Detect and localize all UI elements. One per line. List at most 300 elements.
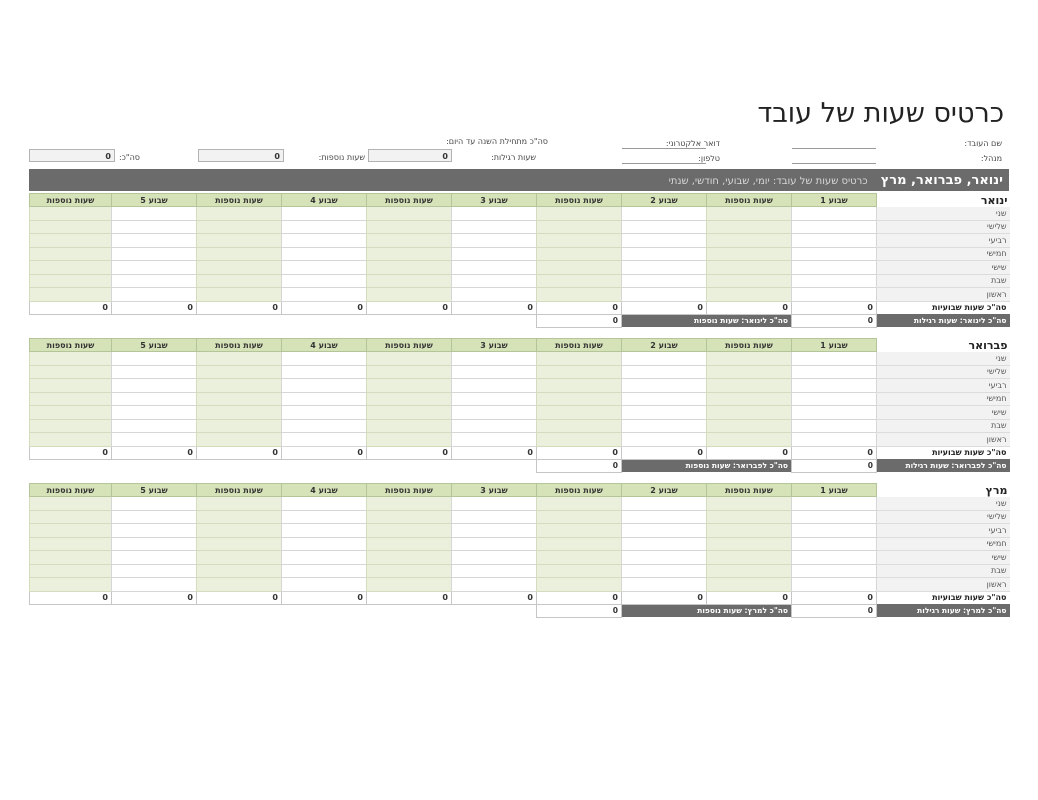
overtime-hours-cell[interactable] (197, 433, 282, 447)
overtime-hours-cell[interactable] (30, 247, 112, 261)
phone-field[interactable] (622, 163, 706, 164)
weekly-total-value: 0 (282, 591, 367, 604)
regular-hours-cell[interactable] (792, 578, 877, 592)
overtime-hours-cell[interactable] (367, 207, 452, 221)
overtime-hours-cell[interactable] (197, 207, 282, 221)
day-row (30, 433, 1010, 447)
overtime-hours-cell[interactable] (707, 564, 792, 578)
regular-hours-cell[interactable] (112, 379, 197, 393)
overtime-hours-cell[interactable] (197, 510, 282, 524)
overtime-hours-cell[interactable] (367, 433, 452, 447)
overtime-hours-cell[interactable] (537, 365, 622, 379)
overtime-hours-cell[interactable] (367, 406, 452, 420)
overtime-hours-cell[interactable] (197, 497, 282, 511)
regular-hours-cell[interactable] (792, 288, 877, 302)
weekly-total-value: 0 (367, 591, 452, 604)
regular-hours-cell[interactable] (792, 551, 877, 565)
overtime-hours-cell[interactable] (707, 406, 792, 420)
overtime-hours-cell[interactable] (707, 551, 792, 565)
page-title: כרטיס שעות של עובד (757, 98, 1004, 129)
regular-hours-cell[interactable] (452, 433, 537, 447)
regular-hours-cell[interactable] (112, 207, 197, 221)
overtime-header: שעות נוספות (197, 484, 282, 497)
regular-hours-cell[interactable] (792, 537, 877, 551)
regular-hours-cell[interactable] (112, 537, 197, 551)
regular-hours-cell[interactable] (282, 261, 367, 275)
regular-hours-cell[interactable] (112, 578, 197, 592)
overtime-hours-cell[interactable] (30, 419, 112, 433)
regular-hours-cell[interactable] (622, 247, 707, 261)
regular-hours-cell[interactable] (282, 551, 367, 565)
regular-hours-cell[interactable] (792, 379, 877, 393)
regular-hours-cell[interactable] (452, 578, 537, 592)
regular-hours-cell[interactable] (452, 564, 537, 578)
regular-hours-cell[interactable] (622, 288, 707, 302)
regular-hours-cell[interactable] (792, 497, 877, 511)
day-name: שבת (877, 419, 1010, 433)
overtime-hours-cell[interactable] (30, 352, 112, 366)
regular-hours-cell[interactable] (622, 379, 707, 393)
week-header: שבוע 2 (622, 339, 707, 352)
overtime-hours-cell[interactable] (707, 261, 792, 275)
regular-hours-cell[interactable] (452, 392, 537, 406)
overtime-hours-cell[interactable] (367, 564, 452, 578)
overtime-hours-cell[interactable] (30, 220, 112, 234)
overtime-hours-cell[interactable] (197, 288, 282, 302)
regular-hours-cell[interactable] (622, 510, 707, 524)
overtime-hours-cell[interactable] (30, 379, 112, 393)
overtime-hours-cell[interactable] (197, 220, 282, 234)
overtime-hours-cell[interactable] (197, 274, 282, 288)
week-header: שבוע 3 (452, 484, 537, 497)
overtime-hours-cell[interactable] (30, 433, 112, 447)
day-name: ראשון (877, 578, 1010, 592)
overtime-hours-cell[interactable] (707, 379, 792, 393)
regular-hours-cell[interactable] (282, 564, 367, 578)
overtime-hours-cell[interactable] (30, 497, 112, 511)
overtime-hours-cell[interactable] (707, 288, 792, 302)
overtime-hours-cell[interactable] (197, 379, 282, 393)
regular-hours-cell[interactable] (452, 551, 537, 565)
regular-hours-cell[interactable] (452, 261, 537, 275)
regular-hours-cell[interactable] (112, 433, 197, 447)
month-regular-total-value: 0 (792, 459, 877, 472)
regular-hours-cell[interactable] (452, 274, 537, 288)
ytd-overtime-value: 0 (198, 149, 284, 162)
ytd-total-value: 0 (29, 149, 115, 162)
day-name: שבת (877, 274, 1010, 288)
regular-hours-cell[interactable] (452, 524, 537, 538)
overtime-hours-cell[interactable] (30, 234, 112, 248)
overtime-hours-cell[interactable] (197, 578, 282, 592)
overtime-hours-cell[interactable] (537, 497, 622, 511)
regular-hours-cell[interactable] (112, 510, 197, 524)
overtime-hours-cell[interactable] (367, 392, 452, 406)
overtime-hours-cell[interactable] (707, 207, 792, 221)
overtime-header: שעות נוספות (30, 194, 112, 207)
day-name: שישי (877, 406, 1010, 420)
regular-hours-cell[interactable] (622, 419, 707, 433)
regular-hours-cell[interactable] (792, 247, 877, 261)
regular-hours-cell[interactable] (282, 207, 367, 221)
month-table (29, 483, 1010, 618)
regular-hours-cell[interactable] (282, 365, 367, 379)
overtime-hours-cell[interactable] (197, 234, 282, 248)
banner-title: ינואר, פברואר, מרץ (880, 173, 1003, 188)
weekly-total-value: 0 (707, 591, 792, 604)
overtime-hours-cell[interactable] (197, 551, 282, 565)
regular-hours-cell[interactable] (282, 352, 367, 366)
overtime-hours-cell[interactable] (537, 274, 622, 288)
overtime-hours-cell[interactable] (537, 288, 622, 302)
regular-hours-cell[interactable] (452, 247, 537, 261)
overtime-hours-cell[interactable] (367, 352, 452, 366)
ytd-total-label: סה"כ: (118, 153, 140, 162)
regular-hours-cell[interactable] (112, 274, 197, 288)
overtime-hours-cell[interactable] (197, 419, 282, 433)
overtime-hours-cell[interactable] (30, 578, 112, 592)
week-header: שבוע 2 (622, 194, 707, 207)
day-name: שלישי (877, 365, 1010, 379)
manager-field[interactable] (792, 163, 876, 164)
day-row (30, 247, 1010, 261)
overtime-hours-cell[interactable] (707, 510, 792, 524)
weekly-total-value: 0 (30, 591, 112, 604)
regular-hours-cell[interactable] (622, 551, 707, 565)
overtime-hours-cell[interactable] (707, 220, 792, 234)
month-overtime-total-value: 0 (537, 604, 622, 617)
overtime-header: שעות נוספות (30, 484, 112, 497)
overtime-hours-cell[interactable] (537, 537, 622, 551)
regular-hours-cell[interactable] (622, 220, 707, 234)
regular-hours-cell[interactable] (622, 524, 707, 538)
overtime-header: שעות נוספות (707, 484, 792, 497)
overtime-hours-cell[interactable] (30, 510, 112, 524)
overtime-header: שעות נוספות (367, 339, 452, 352)
week-header: שבוע 1 (792, 194, 877, 207)
day-name: חמישי (877, 247, 1010, 261)
overtime-hours-cell[interactable] (30, 392, 112, 406)
overtime-header: שעות נוספות (367, 194, 452, 207)
regular-hours-cell[interactable] (792, 234, 877, 248)
regular-hours-cell[interactable] (452, 537, 537, 551)
regular-hours-cell[interactable] (622, 392, 707, 406)
overtime-hours-cell[interactable] (367, 524, 452, 538)
regular-hours-cell[interactable] (452, 497, 537, 511)
month-name: מרץ (877, 484, 1010, 497)
regular-hours-cell[interactable] (452, 406, 537, 420)
overtime-hours-cell[interactable] (707, 524, 792, 538)
overtime-hours-cell[interactable] (197, 564, 282, 578)
overtime-hours-cell[interactable] (197, 365, 282, 379)
regular-hours-cell[interactable] (282, 497, 367, 511)
overtime-hours-cell[interactable] (707, 392, 792, 406)
regular-hours-cell[interactable] (282, 537, 367, 551)
overtime-hours-cell[interactable] (367, 234, 452, 248)
weekly-total-value: 0 (537, 591, 622, 604)
regular-hours-cell[interactable] (282, 392, 367, 406)
day-row (30, 578, 1010, 592)
day-name: שלישי (877, 220, 1010, 234)
regular-hours-cell[interactable] (282, 234, 367, 248)
regular-hours-cell[interactable] (792, 510, 877, 524)
regular-hours-cell[interactable] (792, 406, 877, 420)
regular-hours-cell[interactable] (792, 365, 877, 379)
overtime-hours-cell[interactable] (537, 392, 622, 406)
week-header: שבוע 2 (622, 484, 707, 497)
month-overtime-total-value: 0 (537, 314, 622, 327)
regular-hours-cell[interactable] (792, 564, 877, 578)
week-header: שבוע 5 (112, 194, 197, 207)
overtime-hours-cell[interactable] (707, 433, 792, 447)
overtime-hours-cell[interactable] (367, 379, 452, 393)
regular-hours-cell[interactable] (452, 207, 537, 221)
day-name: שישי (877, 551, 1010, 565)
day-name: חמישי (877, 537, 1010, 551)
weekly-total-value: 0 (30, 446, 112, 459)
regular-hours-cell[interactable] (112, 419, 197, 433)
overtime-hours-cell[interactable] (197, 406, 282, 420)
manager-label: מנהל: (980, 154, 1002, 163)
overtime-hours-cell[interactable] (537, 261, 622, 275)
overtime-hours-cell[interactable] (30, 365, 112, 379)
regular-hours-cell[interactable] (622, 578, 707, 592)
regular-hours-cell[interactable] (452, 379, 537, 393)
regular-hours-cell[interactable] (622, 537, 707, 551)
regular-hours-cell[interactable] (792, 433, 877, 447)
regular-hours-cell[interactable] (452, 288, 537, 302)
overtime-hours-cell[interactable] (367, 365, 452, 379)
regular-hours-cell[interactable] (622, 234, 707, 248)
day-row (30, 537, 1010, 551)
regular-hours-cell[interactable] (622, 497, 707, 511)
regular-hours-cell[interactable] (452, 510, 537, 524)
regular-hours-cell[interactable] (282, 274, 367, 288)
overtime-hours-cell[interactable] (537, 524, 622, 538)
regular-hours-cell[interactable] (622, 207, 707, 221)
regular-hours-cell[interactable] (282, 433, 367, 447)
overtime-hours-cell[interactable] (367, 261, 452, 275)
day-row (30, 220, 1010, 234)
regular-hours-cell[interactable] (112, 288, 197, 302)
regular-hours-cell[interactable] (622, 261, 707, 275)
regular-hours-cell[interactable] (792, 352, 877, 366)
overtime-hours-cell[interactable] (537, 551, 622, 565)
day-row (30, 524, 1010, 538)
month-overtime-total-value: 0 (537, 459, 622, 472)
weekly-total-value: 0 (112, 591, 197, 604)
employee-name-field[interactable] (792, 148, 876, 149)
regular-hours-cell[interactable] (792, 419, 877, 433)
overtime-hours-cell[interactable] (367, 419, 452, 433)
day-row (30, 288, 1010, 302)
month-regular-total-label: סה"כ למרץ: שעות רגילות (877, 604, 1010, 617)
overtime-hours-cell[interactable] (707, 247, 792, 261)
overtime-hours-cell[interactable] (707, 497, 792, 511)
overtime-hours-cell[interactable] (707, 419, 792, 433)
regular-hours-cell[interactable] (452, 419, 537, 433)
overtime-hours-cell[interactable] (707, 365, 792, 379)
weekly-total-value: 0 (367, 301, 452, 314)
month-overtime-total-label: סה"כ לפברואר: שעות נוספות (622, 459, 792, 472)
regular-hours-cell[interactable] (792, 207, 877, 221)
regular-hours-cell[interactable] (452, 220, 537, 234)
overtime-hours-cell[interactable] (30, 207, 112, 221)
day-name: שני (877, 207, 1010, 221)
overtime-hours-cell[interactable] (30, 274, 112, 288)
overtime-hours-cell[interactable] (197, 392, 282, 406)
regular-hours-cell[interactable] (282, 220, 367, 234)
regular-hours-cell[interactable] (282, 288, 367, 302)
week-header: שבוע 3 (452, 339, 537, 352)
regular-hours-cell[interactable] (112, 247, 197, 261)
regular-hours-cell[interactable] (282, 419, 367, 433)
regular-hours-cell[interactable] (112, 497, 197, 511)
regular-hours-cell[interactable] (792, 524, 877, 538)
regular-hours-cell[interactable] (282, 524, 367, 538)
regular-hours-cell[interactable] (452, 352, 537, 366)
overtime-hours-cell[interactable] (537, 247, 622, 261)
day-name: ראשון (877, 433, 1010, 447)
regular-hours-cell[interactable] (282, 406, 367, 420)
day-row (30, 419, 1010, 433)
overtime-hours-cell[interactable] (537, 578, 622, 592)
overtime-hours-cell[interactable] (707, 274, 792, 288)
overtime-hours-cell[interactable] (30, 261, 112, 275)
overtime-header: שעות נוספות (30, 339, 112, 352)
overtime-hours-cell[interactable] (537, 379, 622, 393)
regular-hours-cell[interactable] (112, 365, 197, 379)
regular-hours-cell[interactable] (282, 510, 367, 524)
week-header: שבוע 4 (282, 484, 367, 497)
overtime-hours-cell[interactable] (30, 537, 112, 551)
day-name: שבת (877, 564, 1010, 578)
overtime-hours-cell[interactable] (367, 288, 452, 302)
month-table (29, 338, 1010, 473)
regular-hours-cell[interactable] (792, 392, 877, 406)
regular-hours-cell[interactable] (622, 274, 707, 288)
overtime-hours-cell[interactable] (707, 578, 792, 592)
day-row (30, 207, 1010, 221)
weekly-total-value: 0 (112, 446, 197, 459)
regular-hours-cell[interactable] (112, 261, 197, 275)
day-row (30, 234, 1010, 248)
day-row (30, 551, 1010, 565)
weekly-total-label: סה"כ שעות שבועיות (877, 301, 1010, 314)
overtime-hours-cell[interactable] (367, 578, 452, 592)
day-name: רביעי (877, 524, 1010, 538)
regular-hours-cell[interactable] (112, 524, 197, 538)
overtime-hours-cell[interactable] (537, 419, 622, 433)
overtime-header: שעות נוספות (537, 484, 622, 497)
day-name: שלישי (877, 510, 1010, 524)
weekly-total-value: 0 (282, 301, 367, 314)
regular-hours-cell[interactable] (112, 220, 197, 234)
regular-hours-cell[interactable] (112, 551, 197, 565)
overtime-header: שעות נוספות (367, 484, 452, 497)
overtime-hours-cell[interactable] (537, 352, 622, 366)
overtime-hours-cell[interactable] (197, 537, 282, 551)
overtime-hours-cell[interactable] (197, 247, 282, 261)
regular-hours-cell[interactable] (792, 261, 877, 275)
regular-hours-cell[interactable] (622, 433, 707, 447)
weekly-total-value: 0 (622, 446, 707, 459)
overtime-hours-cell[interactable] (197, 261, 282, 275)
regular-hours-cell[interactable] (622, 406, 707, 420)
weekly-total-value: 0 (792, 591, 877, 604)
month-regular-total-label: סה"כ לינואר: שעות רגילות (877, 314, 1010, 327)
overtime-hours-cell[interactable] (30, 524, 112, 538)
weekly-total-value: 0 (452, 591, 537, 604)
regular-hours-cell[interactable] (622, 365, 707, 379)
regular-hours-cell[interactable] (282, 247, 367, 261)
regular-hours-cell[interactable] (452, 234, 537, 248)
day-name: רביעי (877, 234, 1010, 248)
overtime-hours-cell[interactable] (537, 564, 622, 578)
weekly-total-value: 0 (282, 446, 367, 459)
weekly-total-value: 0 (707, 301, 792, 314)
regular-hours-cell[interactable] (112, 406, 197, 420)
day-name: שני (877, 352, 1010, 366)
regular-hours-cell[interactable] (452, 365, 537, 379)
overtime-hours-cell[interactable] (537, 220, 622, 234)
regular-hours-cell[interactable] (112, 392, 197, 406)
regular-hours-cell[interactable] (282, 578, 367, 592)
overtime-hours-cell[interactable] (707, 234, 792, 248)
day-row (30, 497, 1010, 511)
overtime-hours-cell[interactable] (537, 433, 622, 447)
regular-hours-cell[interactable] (112, 564, 197, 578)
regular-hours-cell[interactable] (112, 352, 197, 366)
overtime-hours-cell[interactable] (537, 234, 622, 248)
overtime-hours-cell[interactable] (30, 406, 112, 420)
overtime-hours-cell[interactable] (367, 497, 452, 511)
regular-hours-cell[interactable] (112, 234, 197, 248)
overtime-hours-cell[interactable] (537, 406, 622, 420)
overtime-hours-cell[interactable] (367, 220, 452, 234)
day-name: ראשון (877, 288, 1010, 302)
overtime-hours-cell[interactable] (367, 510, 452, 524)
overtime-hours-cell[interactable] (30, 564, 112, 578)
overtime-hours-cell[interactable] (30, 288, 112, 302)
overtime-hours-cell[interactable] (707, 537, 792, 551)
regular-hours-cell[interactable] (792, 274, 877, 288)
regular-hours-cell[interactable] (282, 379, 367, 393)
email-field[interactable] (622, 148, 706, 149)
month-regular-total-label: סה"כ לפברואר: שעות רגילות (877, 459, 1010, 472)
overtime-hours-cell[interactable] (537, 510, 622, 524)
overtime-hours-cell[interactable] (197, 524, 282, 538)
overtime-hours-cell[interactable] (707, 352, 792, 366)
overtime-hours-cell[interactable] (367, 274, 452, 288)
regular-hours-cell[interactable] (792, 220, 877, 234)
regular-hours-cell[interactable] (622, 564, 707, 578)
overtime-hours-cell[interactable] (537, 207, 622, 221)
weekly-total-value: 0 (792, 446, 877, 459)
overtime-hours-cell[interactable] (367, 537, 452, 551)
weekly-total-value: 0 (30, 301, 112, 314)
email-label: דואר אלקטרוני: (665, 139, 720, 148)
overtime-hours-cell[interactable] (367, 247, 452, 261)
overtime-hours-cell[interactable] (30, 551, 112, 565)
day-row (30, 392, 1010, 406)
weekly-total-label: סה"כ שעות שבועיות (877, 591, 1010, 604)
regular-hours-cell[interactable] (622, 352, 707, 366)
weekly-total-value: 0 (367, 446, 452, 459)
overtime-hours-cell[interactable] (367, 551, 452, 565)
overtime-hours-cell[interactable] (197, 352, 282, 366)
ytd-regular-value: 0 (368, 149, 452, 162)
